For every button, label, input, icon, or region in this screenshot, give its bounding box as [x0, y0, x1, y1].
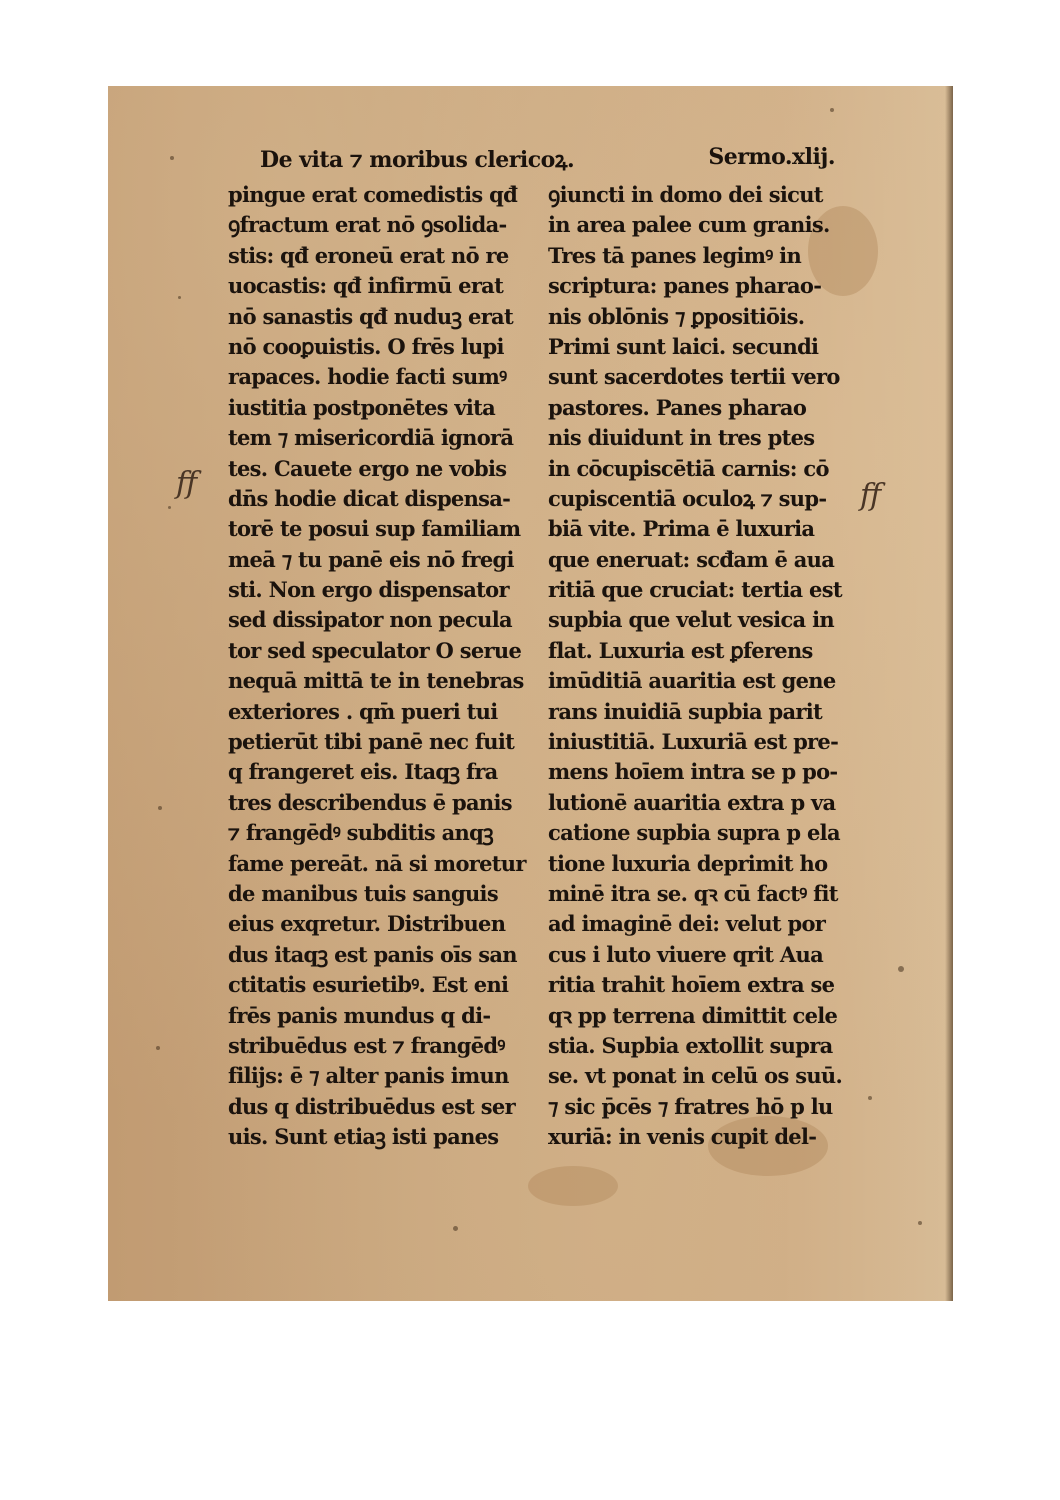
text-line: ⁊ frangēdꝰ subditis anqꝫ	[228, 820, 494, 846]
text-line: eius exqretur. Distribuen	[228, 911, 506, 937]
text-line: uocastis: qđ infirmū erat	[228, 273, 504, 299]
text-line: ad imaginē dei: velut por	[548, 911, 826, 937]
text-line: rans inuidiā supbia parit	[548, 698, 823, 724]
text-line: in area palee cum granis.	[548, 212, 830, 238]
text-line: cupiscentiā oculoꝝ ⁊ sup-	[548, 485, 827, 511]
text-line: dn̄s hodie dicat dispensa-	[228, 485, 511, 511]
text-line: tres describendus ē panis	[228, 789, 512, 815]
paper-speck	[170, 156, 174, 160]
text-line: rapaces. hodie facti sumꝰ	[228, 364, 507, 390]
text-line: scriptura: panes pharao-	[548, 273, 822, 299]
text-line: meā ⁊ tu panē eis nō fregi	[228, 546, 514, 572]
running-head-title: De vita ⁊ moribus clericoꝝ.	[260, 147, 575, 173]
text-line: pastores. Panes pharao	[548, 394, 807, 420]
paper-speck	[868, 1096, 872, 1100]
text-line: uis. Sunt etiaꝫ isti panes	[228, 1124, 499, 1150]
paper-speck	[918, 1221, 922, 1225]
text-line: ctitatis esurietibꝰ. Est eni	[228, 972, 509, 998]
text-line: minē itra se. qꝛ cū factꝰ fit	[548, 880, 838, 906]
paper-speck	[158, 806, 162, 810]
text-line: sunt sacerdotes tertii vero	[548, 364, 840, 390]
text-line: tione luxuria deprimit ho	[548, 850, 828, 876]
text-line: nis oblōnis ⁊ ꝑpositiōis.	[548, 303, 805, 329]
running-head-sermon-number: Sermo.xlij.	[708, 144, 835, 170]
paper-speck	[156, 1046, 160, 1050]
text-line: tor sed speculator O serue	[228, 637, 522, 663]
text-line: cus i luto viuere qrit Aua	[548, 941, 823, 967]
running-head	[260, 144, 835, 178]
marginal-annotation-right: ff	[860, 478, 882, 513]
marginal-annotation-left: ff	[176, 466, 198, 501]
text-line: supbia que velut vesica in	[548, 607, 834, 633]
text-line: torē te posui sup familiam	[228, 516, 521, 542]
paper-speck	[830, 108, 834, 112]
text-line: ⁊ sic p̄cēs ⁊ fratres hō p lu	[548, 1093, 833, 1119]
paper-speck	[178, 296, 181, 299]
scanned-page	[108, 86, 953, 1301]
text-line: q frangeret eis. Itaqꝫ fra	[228, 759, 498, 785]
text-line: stribuēdus est ⁊ frangēdꝰ	[228, 1032, 505, 1058]
text-line: nō sanastis qđ nuduꝫ erat	[228, 303, 513, 329]
text-line: iniustitiā. Luxuriā est pre-	[548, 729, 839, 755]
text-line: mens hoīem intra se p po-	[548, 759, 838, 785]
text-line: exteriores . qm̄ pueri tui	[228, 698, 498, 724]
text-line: tes. Cauete ergo ne vobis	[228, 455, 507, 481]
text-line: tem ⁊ misericordiā ignorā	[228, 425, 514, 451]
text-line: nō cooꝑuistis. O frēs lupi	[228, 333, 504, 359]
text-line: fame pereāt. nā si moretur	[228, 850, 526, 876]
text-line: iustitia postponētes vita	[228, 394, 496, 420]
text-line: in cōcupiscētiā carnis: cō	[548, 455, 829, 481]
text-line: filijs: ē ⁊ alter panis imun	[228, 1063, 509, 1089]
text-line: se. vt ponat in celū os suū.	[548, 1063, 843, 1089]
text-line: Primi sunt laici. secundi	[548, 333, 819, 359]
text-column-left	[228, 180, 528, 1153]
text-line: ꝯiuncti in domo dei sicut	[548, 182, 823, 207]
text-line: stis: qđ eroneū erat nō re	[228, 242, 509, 268]
text-line: qꝛ pp terrena dimittit cele	[548, 1002, 838, 1028]
paper-stain	[528, 1166, 618, 1206]
text-line: petierūt tibi panē nec fuit	[228, 729, 515, 755]
text-line: imūditiā auaritia est gene	[548, 668, 836, 694]
text-line: que eneruat: scđam ē aua	[548, 546, 835, 572]
text-line: pingue erat comedistis qđ	[228, 182, 518, 207]
text-line: ritiā que cruciat: tertia est	[548, 577, 842, 603]
text-line: de manibus tuis sanguis	[228, 880, 498, 906]
text-line: dus itaqꝫ est panis oīs san	[228, 941, 517, 967]
text-line: ꝯfractum erat nō ꝯsolida-	[228, 212, 507, 238]
paper-speck	[453, 1226, 458, 1231]
text-line: biā vite. Prima ē luxuria	[548, 516, 815, 542]
paper-speck	[168, 506, 171, 509]
text-line: xuriā: in venis cupit del-	[548, 1124, 817, 1150]
text-line: sed dissipator non pecula	[228, 607, 512, 633]
text-line: flat. Luxuria est ꝑferens	[548, 637, 813, 663]
text-line: catione supbia supra p ela	[548, 820, 840, 846]
text-line: sti. Non ergo dispensator	[228, 577, 509, 603]
text-line: Tres tā panes legimꝰ in	[548, 242, 802, 268]
text-line: dus q distribuēdus est ser	[228, 1093, 515, 1119]
text-line: nequā mittā te in tenebras	[228, 668, 524, 694]
text-line: stia. Supbia extollit supra	[548, 1032, 833, 1058]
page-edge-shadow	[945, 86, 953, 1301]
text-line: nis diuidunt in tres ptes	[548, 425, 815, 451]
text-column-right	[548, 180, 848, 1153]
text-line: lutionē auaritia extra p va	[548, 789, 836, 815]
text-line: frēs panis mundus q di-	[228, 1002, 491, 1028]
paper-speck	[898, 966, 904, 972]
text-line: ritia trahit hoīem extra se	[548, 972, 835, 998]
